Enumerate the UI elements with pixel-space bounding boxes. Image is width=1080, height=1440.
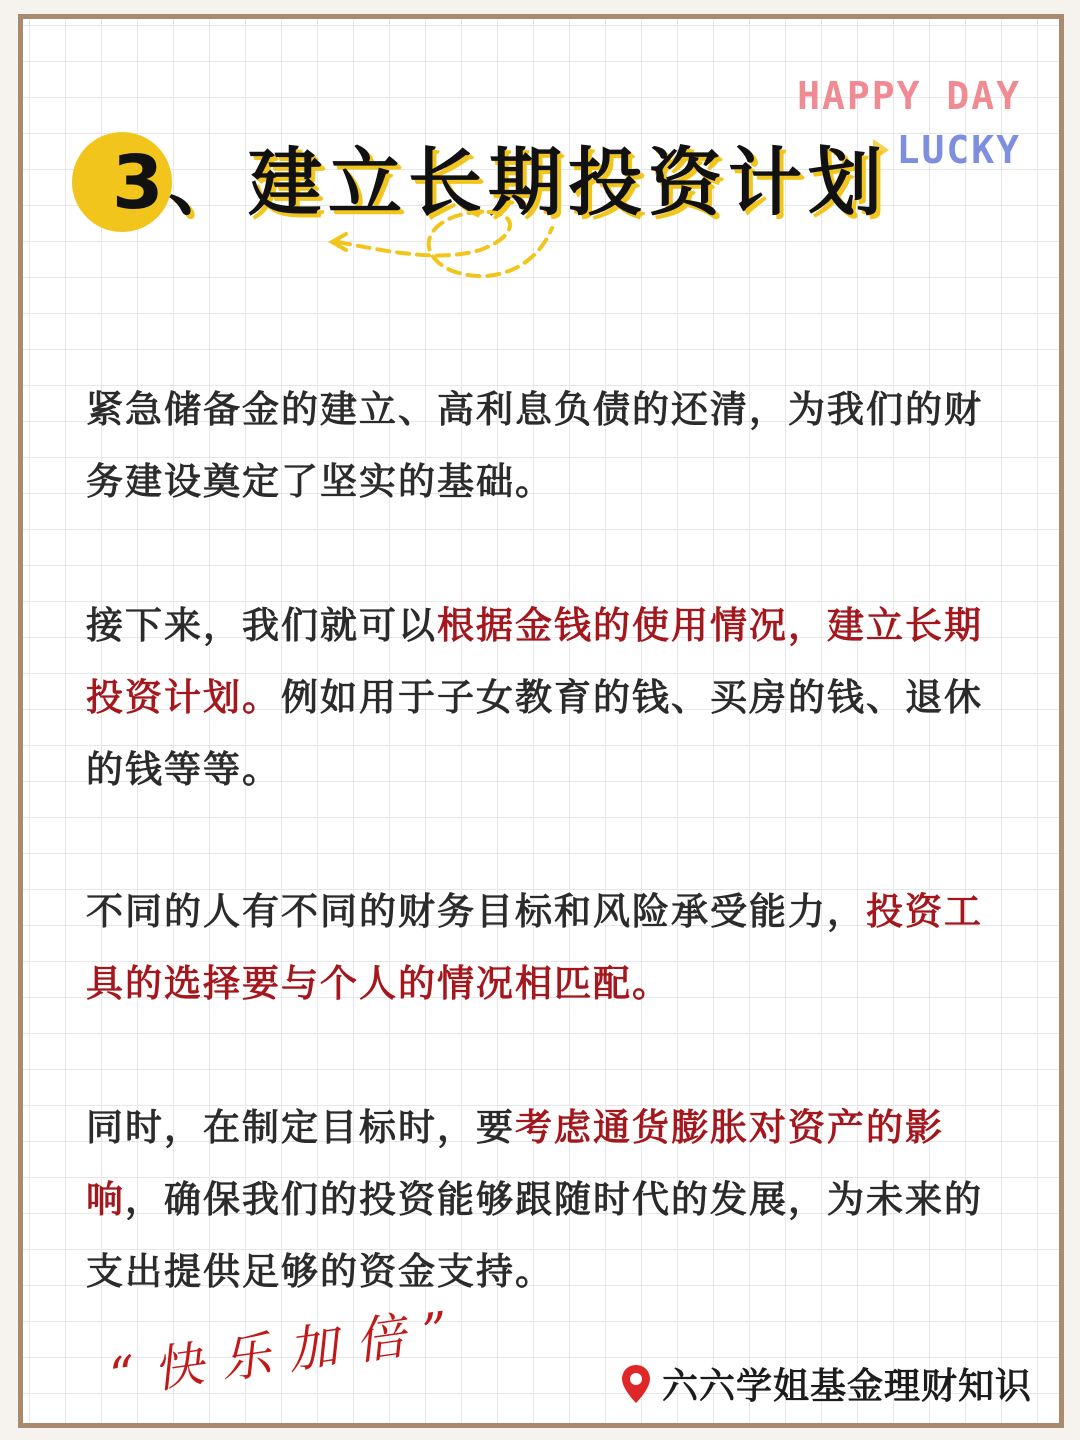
body-text: 接下来，我们就可以: [86, 604, 437, 647]
paragraph-2: [86, 590, 1006, 806]
footer-account: [620, 1358, 1032, 1409]
highlighted-text: 根据金钱的使用情况，建立长期投资计划。: [86, 604, 983, 719]
highlighted-text: 考虑通货膨胀对资产的影响: [86, 1106, 944, 1221]
dashed-arrow-decoration: [320, 200, 560, 290]
body-text: 同时，在制定目标时，要: [86, 1106, 515, 1149]
page-title: 、建立长期投资计划: [168, 140, 888, 226]
paragraph-3: [86, 876, 1006, 1020]
body-text: ，确保我们的投资能够跟随时代的发展，为未来的支出提供足够的资金支持。: [86, 1178, 983, 1293]
paragraph-4: [86, 1092, 1006, 1308]
paragraph-1: [86, 374, 1006, 518]
account-name: 六六学姐基金理财知识: [661, 1366, 1032, 1407]
location-pin-icon: [620, 1363, 652, 1405]
lucky-label: LUCKY: [896, 128, 1021, 172]
happy-day-label: HAPPY DAY: [797, 74, 1021, 118]
body-text: 不同的人有不同的财务目标和风险承受能力，: [86, 890, 866, 933]
body-text: 紧急储备金的建立、高利息负债的还清，为我们的财务建设奠定了坚实的基础。: [86, 388, 983, 503]
highlighted-text: 投资工具的选择要与个人的情况相匹配。: [86, 890, 983, 1005]
body-text: 例如用于子女教育的钱、买房的钱、退休的钱等等。: [86, 676, 983, 791]
handwritten-signature: “快乐加倍”: [106, 1298, 470, 1406]
lucky-row: [873, 128, 1021, 172]
title-number: 3: [112, 140, 164, 226]
